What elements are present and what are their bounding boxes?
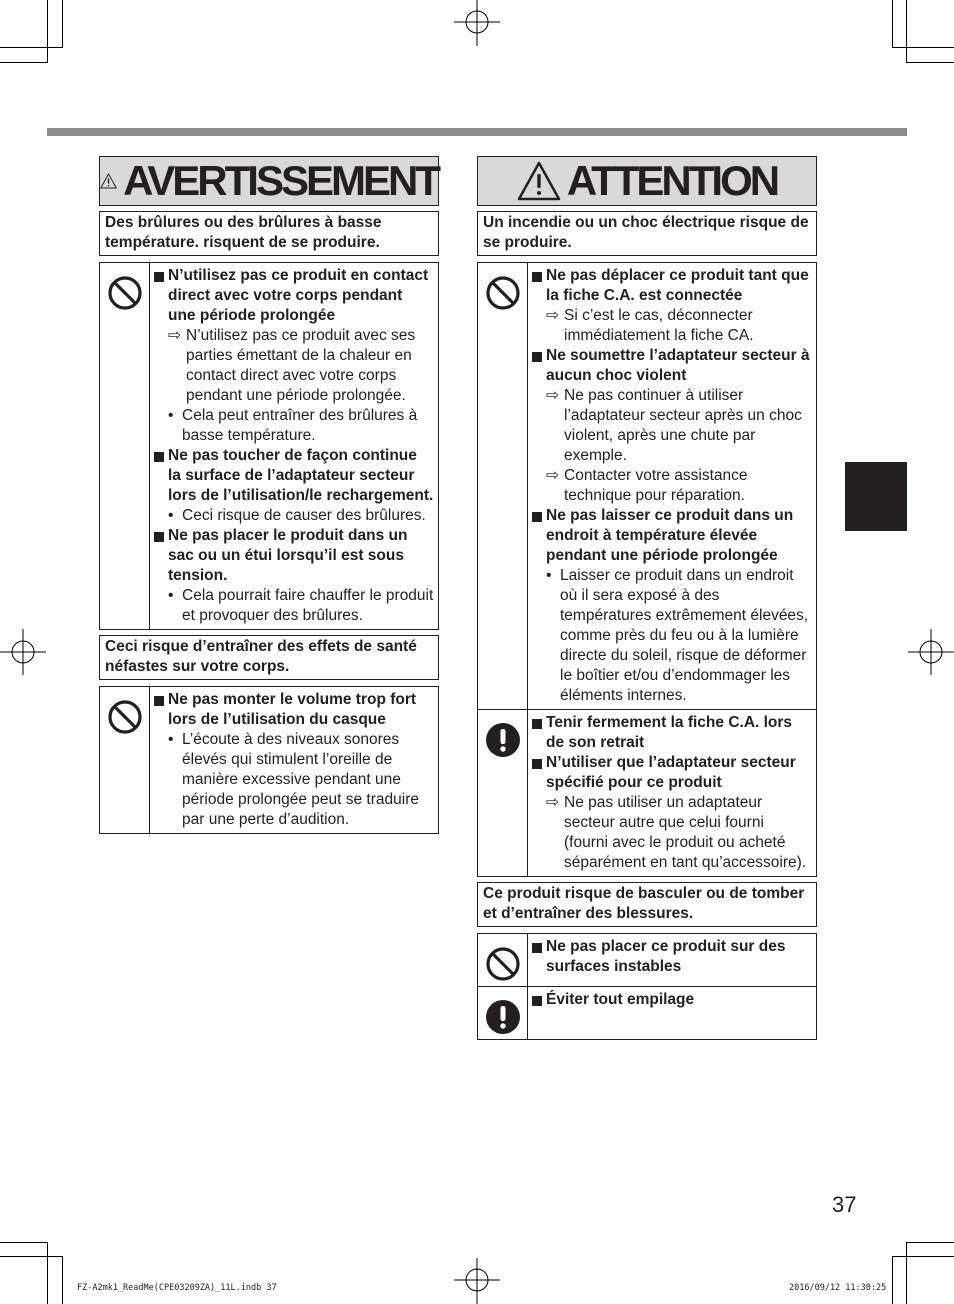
bullet-icon: • [168, 407, 174, 424]
precaution-row [100, 687, 438, 833]
header-rule [47, 128, 907, 136]
prohibited-icon [478, 934, 528, 986]
bullet-icon: • [168, 731, 174, 748]
banner-title: AVERTISSEMENT [123, 157, 438, 204]
precaution-table [99, 262, 439, 630]
bullet-icon: • [168, 507, 174, 524]
precaution-row [478, 709, 816, 876]
instruction-heading: Ne pas monter le volume trop fort lors de l’utilisation du casque [154, 690, 434, 730]
instruction-detail [532, 306, 812, 346]
crop-mark [47, 1242, 48, 1304]
precaution-text [528, 710, 816, 876]
warning-triangle-icon [517, 161, 561, 201]
footer-file: FZ-A2mk1_ReadMe(CPE03209ZA)_11L.indb 37 [77, 1283, 277, 1293]
instruction-detail [532, 386, 812, 466]
instruction-heading: Tenir fermement la fiche C.A. lors de son retrait [532, 713, 812, 753]
crop-mark [0, 1242, 48, 1243]
crop-mark [906, 62, 954, 63]
mandatory-icon [478, 987, 528, 1039]
precaution-row [478, 934, 816, 986]
precaution-text [150, 687, 438, 833]
instruction-heading: Ne pas placer ce produit sur des surfaces instables [532, 937, 812, 977]
instruction-heading: Ne pas déplacer ce produit tant que la fiche C.A. est connectée [532, 266, 812, 306]
detail-text: L’écoute à des niveaux sonores élevés qui stimulent l’oreille de manière excessive pendant une période prolongée peut se traduire par une perte d’audition. [182, 731, 419, 828]
footer-datetime: 2016/09/12 11:30:25 [789, 1283, 887, 1293]
instruction-heading: Ne pas placer le produit dans un sac ou un étui lorsqu’il est sous tension. [154, 526, 434, 586]
bullet-icon: • [546, 567, 552, 584]
crop-mark [0, 62, 48, 63]
crop-mark [62, 1256, 63, 1304]
detail-text: Ne pas continuer à utiliser l’adaptateur secteur après un choc violent, après une chute par exemple. [564, 387, 802, 464]
precaution-row [100, 263, 438, 629]
arrow-icon: ⇨ [546, 794, 559, 811]
registration-mark-icon [454, 0, 500, 46]
risk-statement: Ce produit risque de basculer ou de tomber et d’entraîner des blessures. [477, 882, 817, 927]
registration-mark-icon [0, 629, 46, 675]
instruction-heading: Ne pas laisser ce produit dans un endroit à température élevée pendant une période prolongée [532, 506, 812, 566]
bullet-icon: • [168, 587, 174, 604]
crop-mark [892, 0, 893, 48]
prohibited-icon [478, 263, 528, 709]
precaution-text [528, 987, 816, 1039]
detail-text: Cela peut entraîner des brûlures à basse température. [182, 407, 418, 444]
mandatory-icon [478, 710, 528, 876]
warning-banner [99, 156, 439, 206]
precaution-table [477, 933, 817, 1040]
arrow-icon: ⇨ [168, 327, 181, 344]
risk-statement: Un incendie ou un choc électrique risque de se produire. [477, 211, 817, 256]
instruction-note [154, 406, 434, 446]
detail-text: Laisser ce produit dans un endroit où il sera exposé à des températures extrêmement élevées, comme près du feu ou à la lumière directe du soleil, risque de déformer le boîtier et/ou d’endommager les éléments internes. [560, 567, 809, 704]
instruction-detail [154, 326, 434, 406]
crop-mark [0, 47, 62, 48]
crop-mark [0, 1256, 62, 1257]
crop-mark [62, 0, 63, 48]
prohibited-icon [100, 263, 150, 629]
precaution-text [150, 263, 438, 629]
crop-mark [47, 0, 48, 62]
detail-text: Contacter votre assistance technique pour réparation. [564, 467, 748, 504]
precaution-row [478, 986, 816, 1039]
page-number: 37 [832, 1192, 857, 1217]
instruction-detail [532, 793, 812, 873]
detail-text: Ne pas utiliser un adaptateur secteur autre que celui fourni (fourni avec le produit ou acheté séparément en tant qu’accessoire). [564, 794, 807, 871]
detail-text: Cela pourrait faire chauffer le produit et provoquer des brûlures. [182, 587, 434, 624]
banner-title: ATTENTION [566, 157, 778, 204]
instruction-note [154, 730, 434, 830]
caution-column [477, 156, 817, 1040]
instruction-heading: N’utiliser que l’adaptateur secteur spécifié pour ce produit [532, 753, 812, 793]
instruction-note [154, 586, 434, 626]
risk-statement: Ceci risque d’entraîner des effets de santé néfastes sur votre corps. [99, 635, 439, 680]
registration-mark-icon [454, 1258, 500, 1304]
instruction-heading: Éviter tout empilage [532, 990, 812, 1010]
caution-banner [477, 156, 817, 206]
precaution-table [99, 686, 439, 834]
precaution-text [528, 263, 816, 709]
instruction-note [532, 566, 812, 706]
instruction-heading: Ne soumettre l’adaptateur secteur à aucun choc violent [532, 346, 812, 386]
precaution-text [528, 934, 816, 986]
crop-mark [906, 1242, 907, 1304]
instruction-heading: Ne pas toucher de façon continue la surface de l’adaptateur secteur lors de l’utilisation/le rechargement. [154, 446, 434, 506]
crop-mark [906, 1242, 954, 1243]
arrow-icon: ⇨ [546, 467, 559, 484]
warning-column [99, 156, 439, 834]
detail-text: N’utilisez pas ce produit avec ses parties émettant de la chaleur en contact direct avec votre corps pendant une période prolongée. [186, 327, 416, 404]
instruction-detail [532, 466, 812, 506]
crop-mark [892, 47, 954, 48]
precaution-table [477, 262, 817, 877]
detail-text: Ceci risque de causer des brûlures. [182, 507, 426, 524]
registration-mark-icon [908, 629, 954, 675]
instruction-heading: N’utilisez pas ce produit en contact direct avec votre corps pendant une période prolongée [154, 266, 434, 326]
section-tab [845, 462, 907, 531]
precaution-row [478, 263, 816, 709]
crop-mark [892, 1256, 893, 1304]
warning-triangle-icon [100, 161, 117, 201]
detail-text: Si c’est le cas, déconnecter immédiatement la fiche CA. [564, 307, 754, 344]
prohibited-icon [100, 687, 150, 833]
arrow-icon: ⇨ [546, 307, 559, 324]
arrow-icon: ⇨ [546, 387, 559, 404]
risk-statement: Des brûlures ou des brûlures à basse température. risquent de se produire. [99, 211, 439, 256]
instruction-note [154, 506, 434, 526]
crop-mark [906, 0, 907, 62]
crop-mark [892, 1256, 954, 1257]
